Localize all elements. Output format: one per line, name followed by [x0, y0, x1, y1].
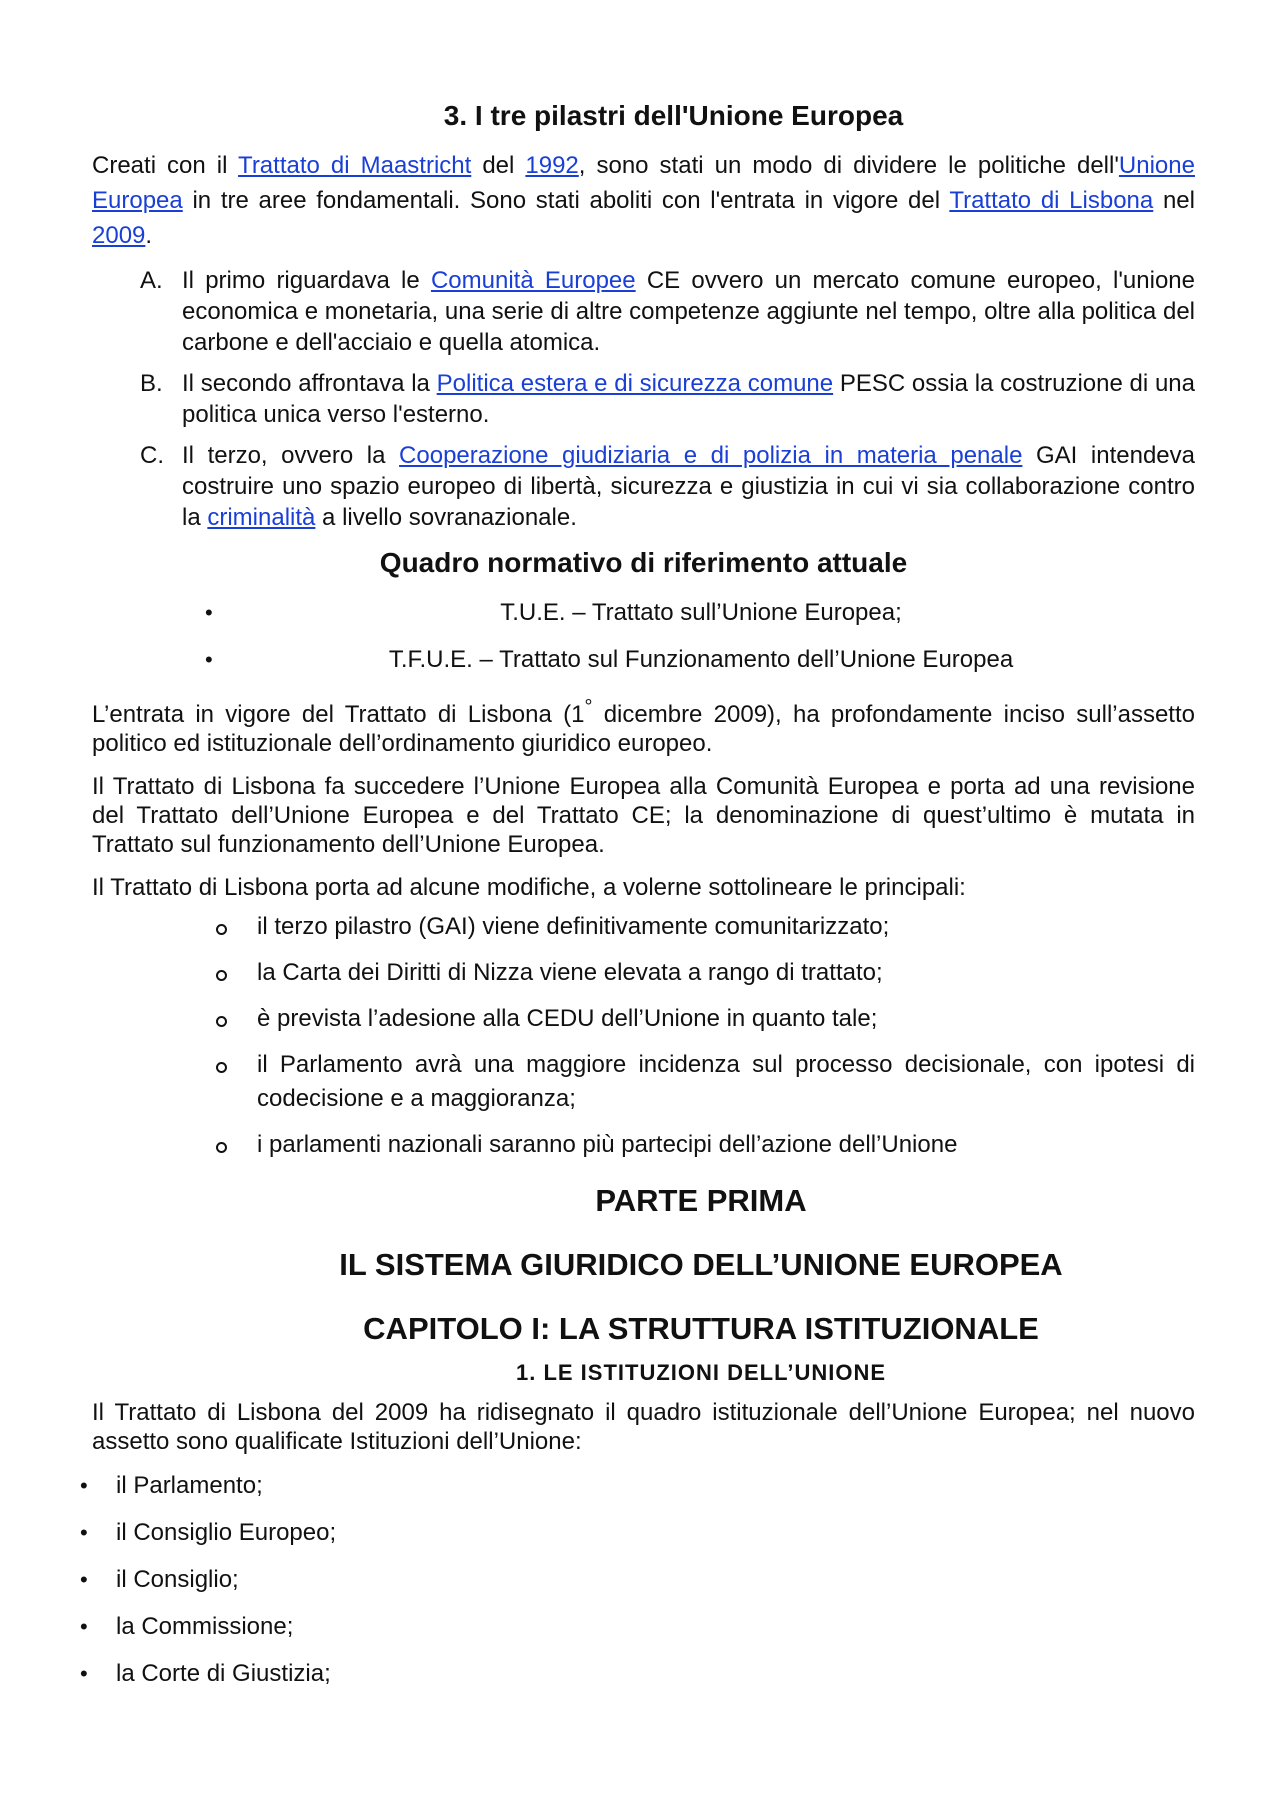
- link-comunita-europee[interactable]: Comunità Europee: [430, 267, 636, 294]
- bullet-icon: •: [80, 1661, 88, 1686]
- paragraph-text: L’entrata in vigore del Trattato di Lisbona (1: [92, 701, 585, 728]
- intro-text: in tre aree fondamentali. Sono stati aboliti con l'entrata in vigore del: [182, 187, 950, 214]
- list-item: [80, 1603, 1195, 1650]
- link-2009[interactable]: 2009: [92, 222, 146, 249]
- pillar-text: PESC ossia la costruzione di una politica unica verso l'esterno.: [182, 370, 1196, 428]
- pillar-text: CE ovvero un mercato comune europeo, l'unione economica e monetaria, una serie di altre competenze aggiunte nel tempo, oltre alla politica del carbone e dell'acciaio e quella atomica.: [182, 267, 1195, 356]
- change-text: il terzo pilastro (GAI) viene definitivamente comunitarizzato;: [257, 913, 890, 940]
- pillar-item-b: [92, 368, 1195, 430]
- change-text: il Parlamento avrà una maggiore incidenza sul processo decisionale, con ipotesi di codecisione e a maggioranza;: [257, 1051, 1195, 1112]
- circle-bullet-icon: [216, 1142, 227, 1153]
- chapter-heading: CAPITOLO I: LA STRUTTURA ISTITUZIONALE: [363, 1311, 1039, 1346]
- pillars-list: [92, 265, 1195, 533]
- link-pesc[interactable]: Politica estera e di sicurezza comune: [436, 370, 834, 397]
- institution-text: il Consiglio;: [116, 1566, 239, 1593]
- page-content: [80, 100, 1196, 1697]
- pillar-item-c: [92, 440, 1195, 533]
- intro-text: nel: [1153, 187, 1195, 214]
- list-item: [92, 1002, 1195, 1036]
- circle-bullet-icon: [216, 1062, 227, 1073]
- bullet-icon: •: [80, 1473, 88, 1498]
- bullet-icon: •: [80, 1520, 88, 1545]
- link-cooperazione-giudiziaria[interactable]: Cooperazione giudiziaria e di polizia in materia penale: [399, 442, 1023, 469]
- pillar-item-a: [92, 265, 1195, 358]
- paragraph-lisbona-changes: Il Trattato di Lisbona porta ad alcune modifiche, a volerne sottolineare le principali:: [92, 874, 966, 901]
- circle-bullet-icon: [216, 970, 227, 981]
- list-item: [80, 1462, 1195, 1509]
- institution-text: il Parlamento;: [116, 1472, 263, 1499]
- list-item: [92, 1048, 1195, 1116]
- paragraph-institutions: Il Trattato di Lisbona del 2009 ha ridisegnato il quadro istituzionale dell’Unione Europea; nel nuovo assetto sono qualificate Istituzioni dell’Unione:: [92, 1399, 1195, 1455]
- change-text: i parlamenti nazionali saranno più partecipi dell’azione dell’Unione: [257, 1131, 958, 1158]
- change-text: è prevista l’adesione alla CEDU dell’Unione in quanto tale;: [257, 1005, 878, 1032]
- institutions-heading: 1. LE ISTITUZIONI DELL’UNIONE: [515, 1360, 887, 1385]
- list-item: [92, 589, 1195, 636]
- list-marker: C.: [140, 442, 164, 469]
- list-item: [92, 956, 1195, 990]
- list-item: [80, 1556, 1195, 1603]
- treaty-text: T.F.U.E. – Trattato sul Funzionamento dell’Unione Europea: [388, 646, 1014, 673]
- link-unione-europea[interactable]: Unione Europea: [92, 152, 1195, 214]
- institution-text: il Consiglio Europeo;: [116, 1519, 337, 1546]
- list-item: [92, 910, 1195, 944]
- change-text: la Carta dei Diritti di Nizza viene elevata a rango di trattato;: [257, 959, 883, 986]
- intro-text: , sono stati un modo di dividere le politiche dell': [578, 152, 1119, 179]
- treaty-text: T.U.E. – Trattato sull’Unione Europea;: [500, 599, 902, 626]
- circle-bullet-icon: [216, 924, 227, 935]
- intro-text: Creati con il: [92, 152, 239, 179]
- pillar-text: Il secondo affrontava la: [182, 370, 437, 397]
- paragraph-text: dicembre 2009), ha profondamente inciso sull’assetto politico ed istituzionale dell’ordinamento giuridico europeo.: [92, 701, 1195, 757]
- system-heading: IL SISTEMA GIURIDICO DELL’UNIONE EUROPEA: [339, 1247, 1063, 1282]
- part-heading: PARTE PRIMA: [595, 1183, 807, 1218]
- institutions-list: [80, 1462, 1195, 1697]
- pillar-text: Il primo riguardava le: [182, 267, 431, 294]
- paragraph-lisbona-entry: [92, 693, 1195, 758]
- list-item: [80, 1650, 1195, 1697]
- list-item: [92, 636, 1195, 683]
- pillar-text: GAI intendeva costruire uno spazio europeo di libertà, sicurezza e giustizia in cui vi sia collaborazione contro la: [182, 442, 1196, 531]
- intro-text: .: [145, 222, 153, 249]
- link-1992[interactable]: 1992: [525, 152, 579, 179]
- section-title: 3. I tre pilastri dell'Unione Europea: [443, 100, 904, 131]
- link-trattato-lisbona[interactable]: Trattato di Lisbona: [949, 187, 1154, 214]
- list-marker: A.: [140, 267, 163, 294]
- bullet-icon: •: [205, 600, 213, 625]
- intro-text: del: [471, 152, 526, 179]
- list-item: [92, 1128, 1195, 1162]
- link-trattato-maastricht[interactable]: Trattato di Maastricht: [238, 152, 472, 179]
- list-item: [80, 1509, 1195, 1556]
- bullet-icon: •: [80, 1614, 88, 1639]
- list-marker: B.: [140, 370, 163, 397]
- intro-paragraph: [92, 148, 1195, 253]
- paragraph-lisbona-revision: Il Trattato di Lisbona fa succedere l’Unione Europea alla Comunità Europea e porta ad una revisione del Trattato dell’Unione Europea e del Trattato CE; la denominazione di quest’ultimo è mutata in Trattato sul funzionamento dell’Unione Europea.: [92, 773, 1195, 858]
- degree-sign: °: [584, 696, 593, 718]
- framework-title: Quadro normativo di riferimento attuale: [379, 547, 908, 578]
- circle-bullet-icon: [216, 1016, 227, 1027]
- pillar-text: a livello sovranazionale.: [315, 504, 577, 531]
- link-criminalita[interactable]: criminalità: [207, 504, 316, 531]
- pillar-text: Il terzo, ovvero la: [182, 442, 400, 469]
- treaties-list: [92, 589, 1195, 683]
- bullet-icon: •: [205, 647, 213, 672]
- changes-list: [92, 910, 1195, 1162]
- institution-text: la Commissione;: [116, 1613, 294, 1640]
- institution-text: la Corte di Giustizia;: [116, 1660, 331, 1687]
- bullet-icon: •: [80, 1567, 88, 1592]
